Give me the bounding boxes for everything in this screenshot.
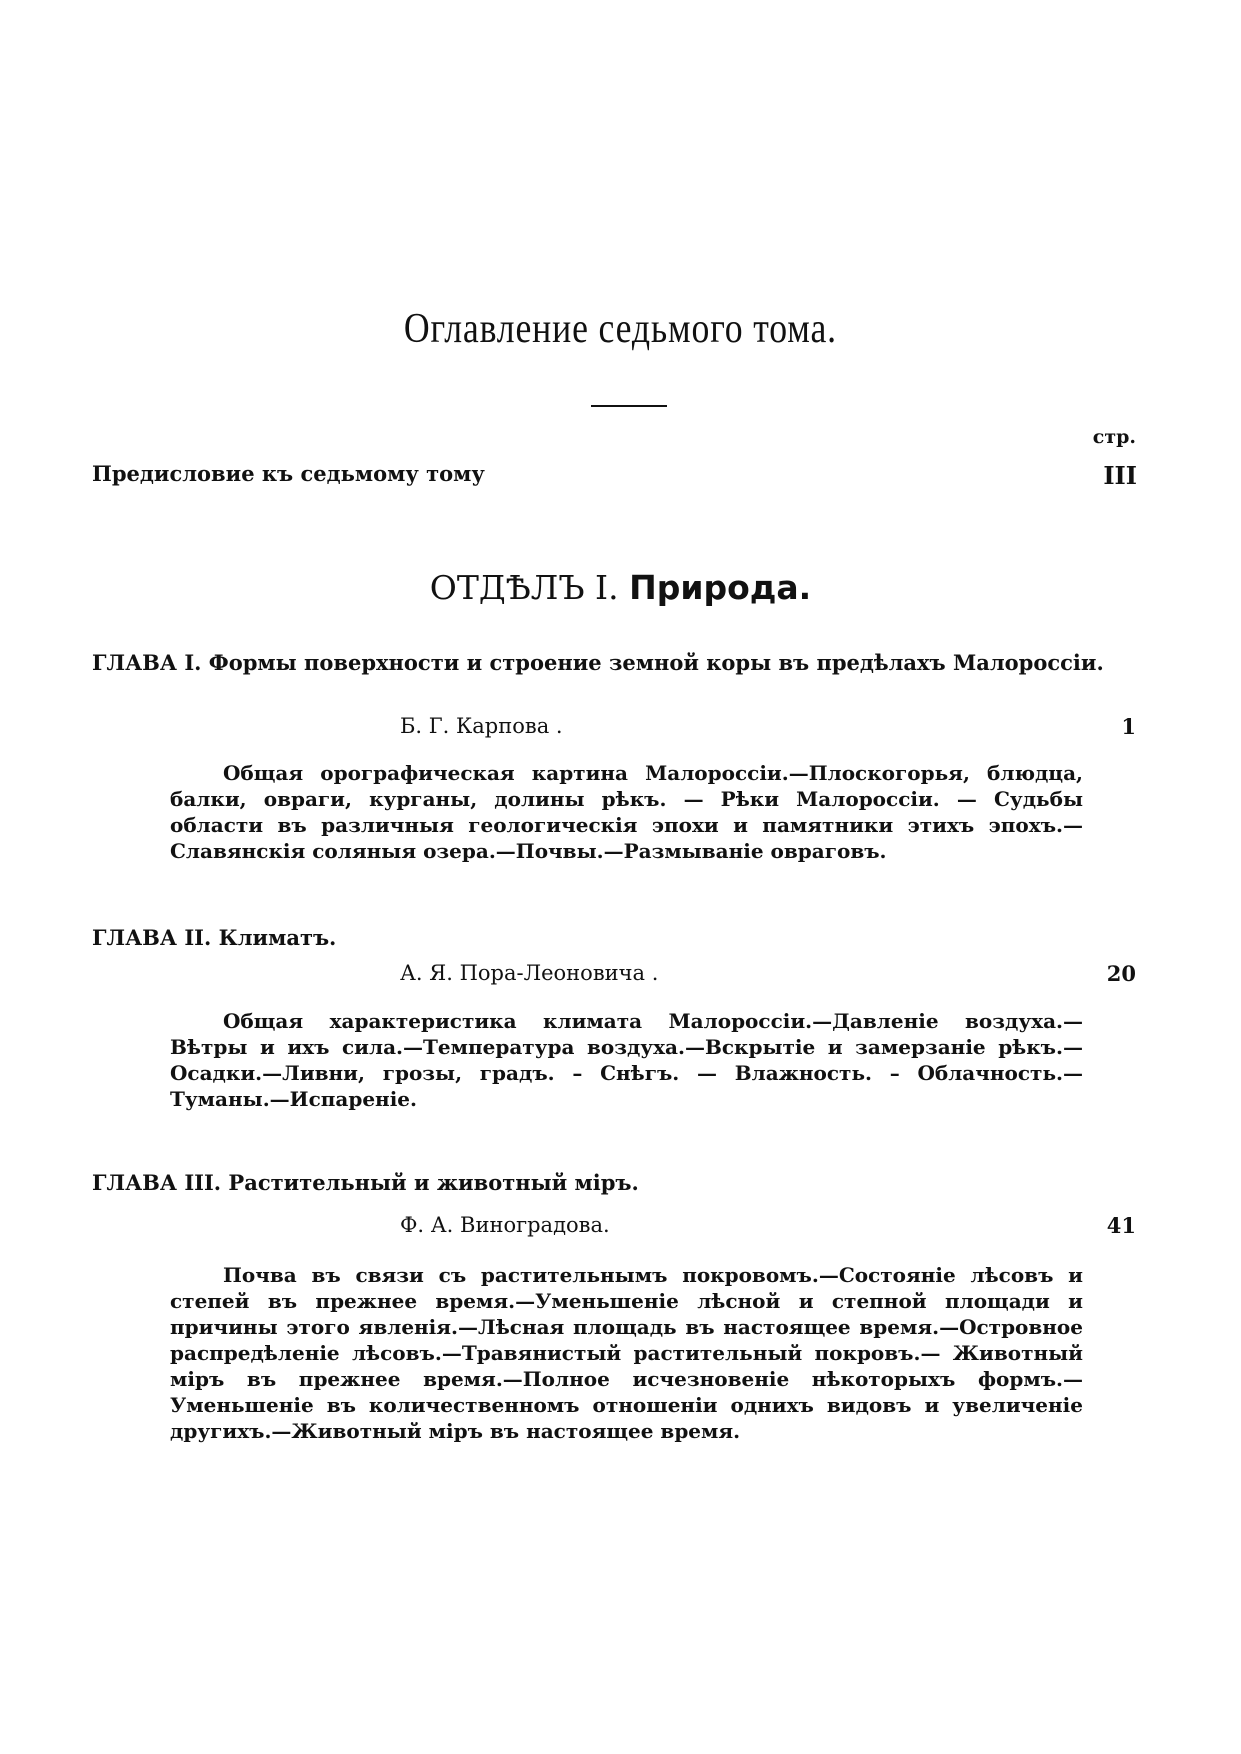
chapter-page-1: 1 [1121,714,1136,739]
chapter-heading-1: ГЛАВА I. Формы поверхности и строение земной коры въ предѣлахъ Малороссiи. [92,650,1104,675]
chapter-author-1: Б. Г. Карпова . [400,714,563,738]
section-heading [0,568,1241,607]
preface-entry [92,461,1137,490]
page-title: Оглавление седьмого тома. [403,306,837,352]
preface-label: Предисловие къ седьмому тому [92,461,485,486]
chapter-page-2: 20 [1106,961,1136,986]
chapter-summary-3: Почва въ связи съ растительнымъ покровомъ.—Состоянiе лѣсовъ и степей въ прежнее время.—Уменьшенiе лѣсной и степной площади и причины этого явленiя.—Лѣсная площадь въ настоящее время.—Островное распредѣленiе лѣсовъ.—Травянистый растительный покровъ.— Животный мiръ въ прежнее время.—Полное исчезновенiе нѣкоторыхъ формъ.—Уменьшенiе въ количественномъ отношенiи однихъ видовъ и увеличенiе другихъ.—Животный мiръ въ настоящее время. [170,1263,1083,1443]
chapter-heading-3: ГЛАВА III. Растительный и животный мiръ. [92,1170,639,1195]
chapter-summary-1: Общая орографическая картина Малороссiи.—Плоскогорья, блюдца, балки, овраги, курганы, долины рѣкъ. — Рѣки Малороссiи. — Судьбы области въ различныя геологическiя эпохи и памятники этихъ эпохъ.— Славянскiя соляныя озера.—Почвы.—Размыванiе овраговъ. [170,761,1083,863]
page-column-label: стр. [1092,426,1136,448]
chapter-author-2: А. Я. Пора-Леоновича . [400,961,659,985]
title-divider [591,405,667,407]
chapter-summary-2: Общая характеристика климата Малороссiи.—Давленiе воздуха.— Вѣтры и ихъ сила.—Температура воздуха.—Вскрытiе и замерзанiе рѣкъ.—Осадки.—Ливни, грозы, градъ. – Снѣгъ. — Влажность. – Облачность.—Туманы.—Испаренiе. [170,1009,1083,1111]
chapter-author-3: Ф. А. Виноградова. [400,1213,610,1237]
preface-page: III [1103,461,1137,490]
chapter-page-3: 41 [1106,1213,1136,1238]
section-name: Природа. [629,568,812,607]
section-prefix: ОТДѢЛЪ I. [429,568,619,607]
chapter-heading-2: ГЛАВА II. Климатъ. [92,925,337,950]
